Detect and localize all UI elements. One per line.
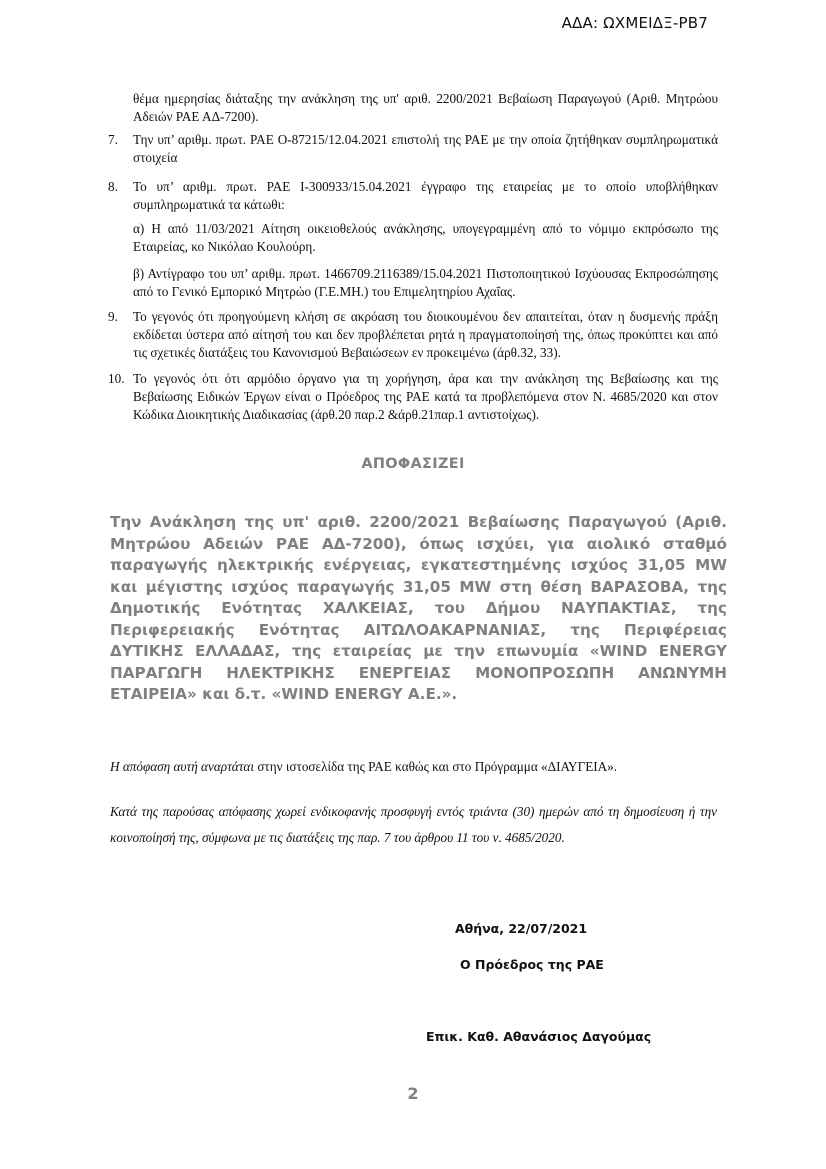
place-date: Αθήνα, 22/07/2021 [455, 921, 588, 936]
decision-line: Περιφερειακής Ενότητας ΑΙΤΩΛΟΑΚΑΡΝΑΝΙΑΣ, της Περιφέρειας [110, 620, 727, 639]
ada-code: ΑΔΑ: ΩΧΜΕΙΔΞ-ΡΒ7 [561, 14, 708, 32]
page-number: 2 [407, 1084, 419, 1103]
continuation-text: θέμα ημερησίας διάταξης την ανάκληση της υπ' αριθ. 2200/2021 Βεβαίωση Παραγωγού (Αριθ. Μητρώου Αδειών ΡΑΕ ΑΔ-7200). [133, 91, 718, 124]
publication-note [110, 758, 730, 776]
decision-line: ΕΤΑΙΡΕΙΑ» και δ.τ. «WIND ENERGY Α.Ε.». [110, 685, 458, 703]
list-item-9 [108, 308, 718, 362]
signatory-role: Ο Πρόεδρος της ΡΑΕ [460, 957, 604, 972]
decision-text [110, 512, 727, 706]
decision-line: Δημοτικής Ενότητας ΧΑΛΚΕΙΑΣ, του Δήμου ΝΑΥΠΑΚΤΙΑΣ, της [110, 599, 727, 617]
list-item-10 [108, 370, 718, 424]
item-number: 7. [108, 132, 118, 147]
decision-line: ΠΑΡΑΓΩΓΗ ΗΛΕΚΤΡΙΚΗΣ ΕΝΕΡΓΕΙΑΣ ΜΟΝΟΠΡΟΣΩΠΗ ΑΝΩΝΥΜΗ [110, 663, 727, 682]
decision-line: Μητρώου Αδειών ΡΑΕ ΑΔ-7200), όπως ισχύει, για αιολικό σταθμό [110, 534, 727, 553]
decision-line: παραγωγής ηλεκτρικής ενέργειας, εγκατεστημένης ισχύος 31,05 MW [110, 556, 727, 574]
decision-line: και μέγιστης ισχύος παραγωγής 31,05 MW στη θέση ΒΑΡΑΣΟΒΑ, της [110, 577, 727, 596]
decision-line: Την Ανάκληση της υπ' αριθ. 2200/2021 Βεβαίωσης Παραγωγού (Αριθ. [110, 513, 727, 531]
publication-note-rest: στην ιστοσελίδα της ΡΑΕ καθώς και στο Πρόγραμμα «ΔΙΑΥΓΕΙΑ». [254, 759, 618, 774]
item-text: Το υπ’ αριθμ. πρωτ. ΡΑΕ Ι-300933/15.04.2021 έγγραφο της εταιρείας με το οποίο υποβλήθηκαν συμπληρωματικά τα κάτωθι: [133, 179, 718, 212]
item-number: 8. [108, 179, 118, 194]
item-number: 10. [108, 371, 125, 386]
publication-note-italic: Η απόφαση αυτή αναρτάται [110, 759, 255, 774]
item-text: Το γεγονός ότι ότι αρμόδιο όργανο για τη χορήγηση, άρα και την ανάκληση της Βεβαίωσης και της Βεβαίωσης Ειδικών Έργων είναι ο Πρόεδρος της ΡΑΕ κατά τα προβλεπόμενα στον Ν. 4685/2020 και στον Κώδικα Διοικητικής Διαδικασίας (άρθ.20 παρ.2 &άρθ.21παρ.1 αντιστοίχως). [133, 371, 718, 422]
item-text: Το γεγονός ότι προηγούμενη κλήση σε ακρόαση του διοικουμένου δεν απαιτείται, όταν η δυσμενής πράξη εκδίδεται ύστερα από αίτησή του και δεν προβλέπεται ρητά η πραγματοποίησή της, όπως προκύπτει και από τις σχετικές διατάξεις του Κανονισμού Βεβαιώσεων εν προκειμένω (άρθ.32, 33). [133, 309, 718, 360]
list-item-8 [108, 178, 718, 301]
decision-line: ΔΥΤΙΚΗΣ ΕΛΛΑΔΑΣ, της εταιρείας με την επωνυμία «WIND ENERGY [110, 642, 727, 660]
list-item-7 [108, 131, 718, 167]
sub-item-a: α) Η από 11/03/2021 Αίτηση οικειοθελούς ανάκλησης, υπογεγραμμένη από το νόμιμο εκπρόσωπο της Εταιρείας, κο Νικόλαο Κουλούρη. [133, 221, 718, 254]
sub-item-b: β) Αντίγραφο του υπ’ αριθμ. πρωτ. 1466709.2116389/15.04.2021 Πιστοποιητικού Ισχύουσας Εκπροσώπησης από το Γενικό Εμπορικό Μητρώο (Γ.Ε.ΜΗ.) του Επιμελητηρίου Αχαΐας. [133, 266, 718, 299]
item-number: 9. [108, 309, 118, 324]
item-text: Την υπ’ αριθμ. πρωτ. ΡΑΕ Ο-87215/12.04.2021 επιστολή της ΡΑΕ με την οποία ζητήθηκαν συμπληρωματικά στοιχεία [133, 132, 718, 165]
signatory-name: Επικ. Καθ. Αθανάσιος Δαγούμας [426, 1029, 652, 1044]
appeal-note: Κατά της παρούσας απόφασης χωρεί ενδικοφανής προσφυγή εντός τριάντα (30) ημερών από τη δημοσίευση ή την κοινοποίησή της, σύμφωνα με τις διατάξεις της παρ. 7 του άρθρου 11 του ν. 4685/2020. [110, 804, 717, 845]
decision-heading: ΑΠΟΦΑΣΙΖΕΙ [361, 456, 465, 472]
